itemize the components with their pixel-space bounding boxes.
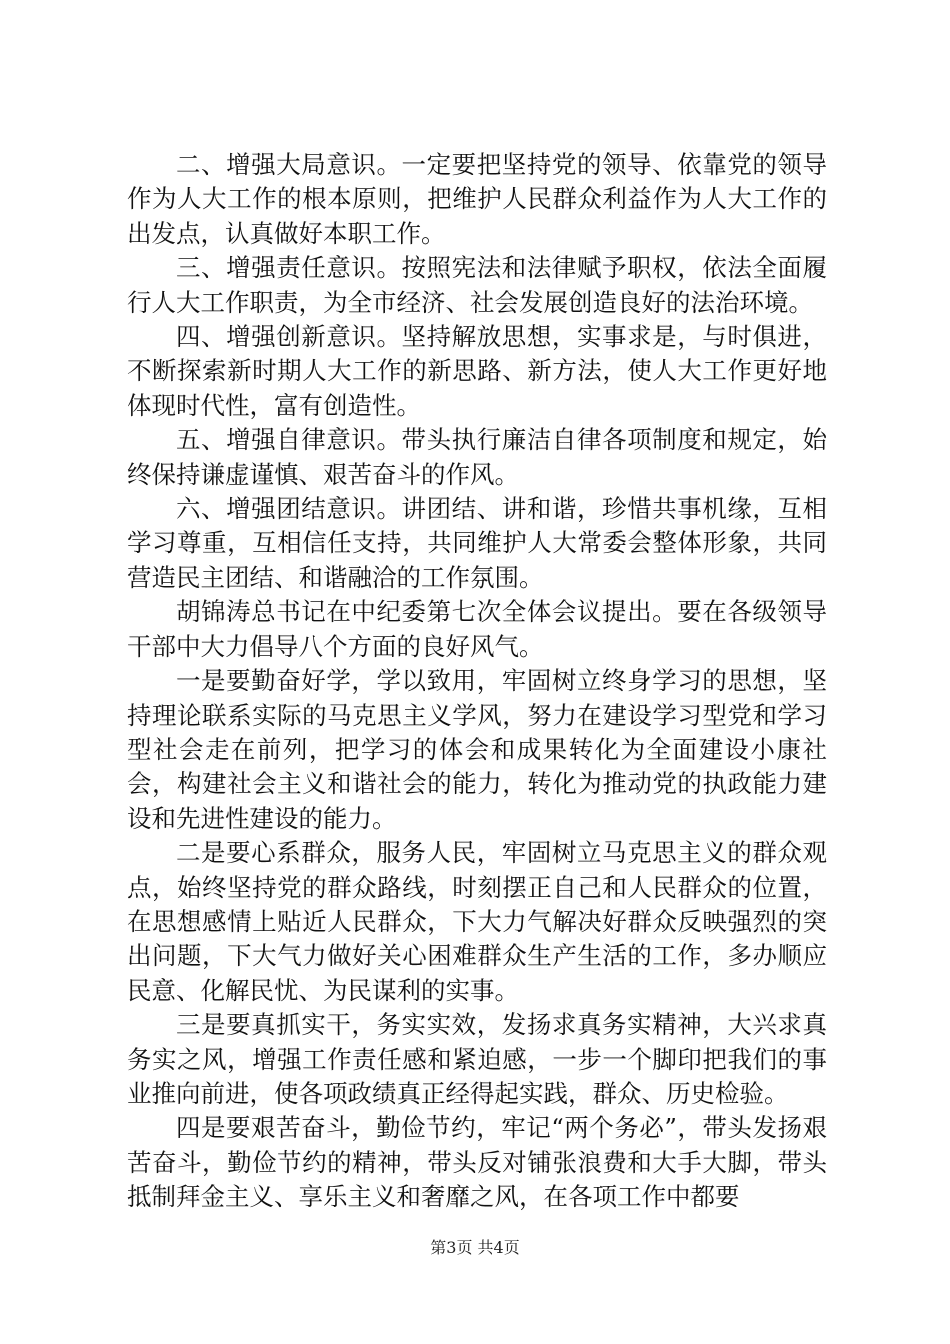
paragraph-6: 六、增强团结意识。讲团结、讲和谐，珍惜共事机缘，互相学习尊重，互相信任支持，共同维护人大常委会整体形象，共同营造民主团结、和谐融洽的工作氛围。 [127,494,827,592]
paragraph-3: 三、增强责任意识。按照宪法和法律赋予职权，依法全面履行人大工作职责，为全市经济、社会发展创造良好的法治环境。 [127,253,827,317]
paragraph-point-4: 四是要艰苦奋斗，勤俭节约，牢记“两个务必”，带头发扬艰苦奋斗，勤俭节约的精神，带头反对铺张浪费和大手大脚，带头抵制拜金主义、享乐主义和奢靡之风，在各项工作中都要 [127,1113,827,1212]
paragraph-4: 四、增强创新意识。坚持解放思想，实事求是，与时俱进，不断探索新时期人大工作的新思路、新方法，使人大工作更好地体现时代性，富有创造性。 [127,322,827,420]
paragraph-point-2: 二是要心系群众，服务人民，牢固树立马克思主义的群众观点，始终坚持党的群众路线，时刻摆正自己和人民群众的位置，在思想感情上贴近人民群众，下大力气解决好群众反映强烈的突出问题，下大气力做好关心困难群众生产生活的工作，多办顺应民意、化解民忧、为民谋利的实事。 [127,838,827,1005]
paragraph-hu-intro: 胡锦涛总书记在中纪委第七次全体会议提出。要在各级领导干部中大力倡导八个方面的良好风气。 [127,597,827,661]
paragraph-2: 二、增强大局意识。一定要把坚持党的领导、依靠党的领导作为人大工作的根本原则，把维护人民群众利益作为人大工作的出发点，认真做好本职工作。 [127,150,827,248]
document-body [127,148,827,1215]
paragraph-point-3: 三是要真抓实干，务实实效，发扬求真务实精神，大兴求真务实之风，增强工作责任感和紧迫感，一步一个脚印把我们的事业推向前进，使各项政绩真正经得起实践，群众、历史检验。 [127,1010,827,1108]
page-footer [0,1238,950,1258]
paragraph-point-1: 一是要勤奋好学，学以致用，牢固树立终身学习的思想，坚持理论联系实际的马克思主义学风，努力在建设学习型党和学习型社会走在前列，把学习的体会和成果转化为全面建设小康社会，构建社会主义和谐社会的能力，转化为推动党的执政能力建设和先进性建设的能力。 [127,666,827,833]
page-number: 第3页 共4页 [430,1238,520,1257]
paragraph-5: 五、增强自律意识。带头执行廉洁自律各项制度和规定，始终保持谦虚谨慎、艰苦奋斗的作风。 [127,425,827,489]
